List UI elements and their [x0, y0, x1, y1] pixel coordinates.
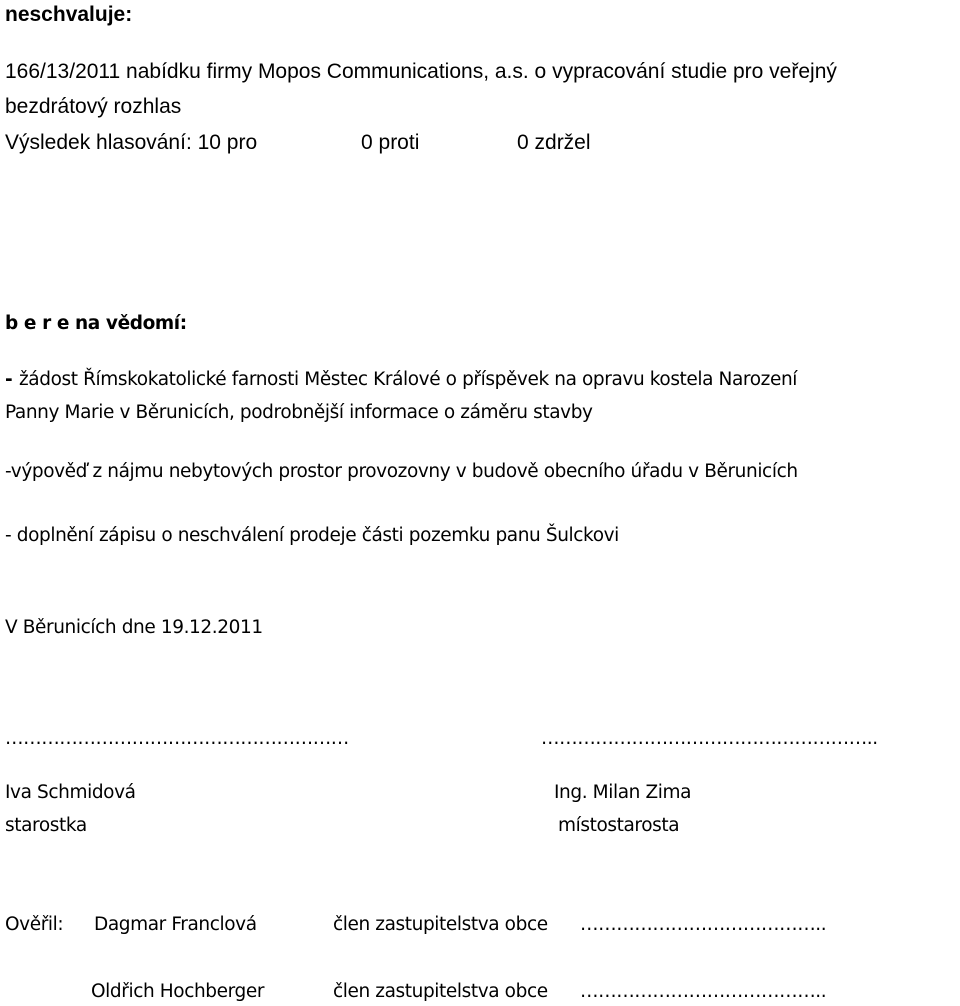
- verified-by-label: Ověřil:: [5, 914, 64, 935]
- place-date: V Běrunicích dne 19.12.2011: [5, 617, 263, 638]
- list-item-2: -výpověď z nájmu nebytových prostor provozovny v budově obecního úřadu v Běrunicích: [5, 461, 798, 482]
- signature-role-right: místostarosta: [558, 815, 680, 836]
- verifier-signature-line: …………………………………..: [580, 914, 827, 935]
- list-item-1-line-1: žádost Římskokatolické farnosti Městec Králové o příspěvek na opravu kostela Narození: [19, 369, 798, 390]
- signature-name-left: Iva Schmidová: [5, 782, 136, 803]
- resolution-text-line-2: bezdrátový rozhlas: [5, 95, 182, 118]
- section-heading-neschvaluje: neschvaluje:: [5, 3, 133, 26]
- verifier-name: Oldřich Hochberger: [91, 981, 265, 1002]
- vote-result-against: 0 proti: [361, 131, 420, 154]
- verifier-signature-line: …………………………………..: [580, 981, 827, 1002]
- signature-name-right: Ing. Milan Zima: [554, 782, 692, 803]
- signature-role-left: starostka: [5, 815, 87, 836]
- list-item-dash: -: [5, 369, 13, 390]
- verifier-name: Dagmar Franclová: [94, 914, 257, 935]
- list-item-3: - doplnění zápisu o neschválení prodeje části pozemku panu Šulckovi: [5, 525, 619, 546]
- verifier-role: člen zastupitelstva obce: [333, 981, 548, 1002]
- section-heading-bere-na-vedomi: b e r e na vědomí:: [5, 313, 187, 334]
- vote-result-for: Výsledek hlasování: 10 pro: [5, 131, 258, 154]
- signature-line-right: ………………………………………………..: [541, 728, 878, 749]
- list-item-1-line-2: Panny Marie v Běrunicích, podrobnější informace o záměru stavby: [5, 402, 593, 423]
- signature-line-left: …………………………………………………: [5, 728, 349, 749]
- verifier-role: člen zastupitelstva obce: [333, 914, 548, 935]
- vote-result-abstain: 0 zdržel: [517, 131, 591, 154]
- resolution-text-line-1: 166/13/2011 nabídku firmy Mopos Communications, a.s. o vypracování studie pro veřejný: [5, 60, 837, 83]
